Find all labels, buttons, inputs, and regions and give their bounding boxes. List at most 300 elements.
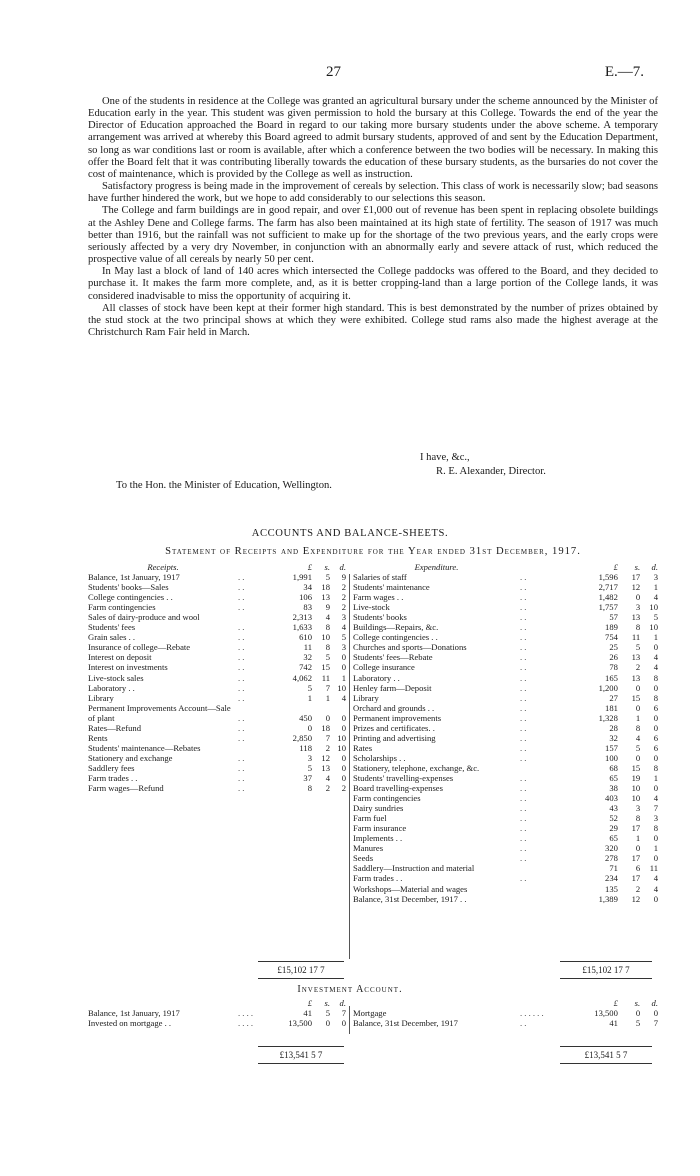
amount-pounds <box>276 703 312 713</box>
amount-shillings: 0 <box>325 712 330 723</box>
account-row <box>88 612 346 622</box>
amount-pence: 0 <box>653 783 658 794</box>
document-reference: E.—7. <box>604 64 644 80</box>
account-item: Interest on investments <box>88 662 168 673</box>
pence-heading: d. <box>651 562 658 572</box>
amount-shillings: 10 <box>631 783 641 794</box>
amount-pounds: 5 <box>307 762 312 773</box>
amount-shillings: 8 <box>635 722 641 733</box>
amount-shillings: 15 <box>321 662 330 673</box>
leader-dots: . . <box>519 612 527 623</box>
leader-dots: . . <box>238 732 245 743</box>
amount-shillings: 13 <box>321 592 330 603</box>
investment-title: Investment Account. <box>297 984 403 995</box>
account-row <box>353 803 658 813</box>
amount-shillings: 18 <box>321 722 330 733</box>
amount-shillings: 7 <box>325 732 330 743</box>
account-row <box>88 632 346 642</box>
column-header-row <box>353 562 658 572</box>
account-row <box>353 813 658 823</box>
leader-dots: . . <box>238 632 245 643</box>
account-item: Stationery and exchange <box>88 752 173 763</box>
account-row <box>353 1008 658 1018</box>
account-row <box>88 703 346 713</box>
amount-pounds: 1,200 <box>598 682 618 693</box>
investment-right-table <box>353 998 658 1028</box>
amount-pounds: 106 <box>299 592 312 603</box>
account-item: Farm trades . . <box>353 873 403 884</box>
amount-shillings: 0 <box>635 702 641 713</box>
amount-pence: 0 <box>341 712 346 723</box>
report-body <box>88 96 658 339</box>
leader-dots: . . <box>519 873 527 884</box>
column-header-row <box>88 998 346 1008</box>
account-row <box>353 1018 658 1028</box>
amount-pence: 2 <box>341 592 346 603</box>
amount-pounds: 118 <box>299 742 312 753</box>
receipts-total: £15,102 17 7 <box>258 961 344 979</box>
shillings-heading: s. <box>634 998 641 1008</box>
amount-shillings: 5 <box>325 1008 330 1019</box>
amount-pounds: 3 <box>307 752 312 763</box>
account-item: Churches and sports—Donations <box>353 642 467 653</box>
account-item: Laboratory . . <box>88 682 135 693</box>
amount-pence: 1 <box>341 672 346 683</box>
leader-dots: . . <box>238 772 245 783</box>
leader-dots: . . . . <box>238 1008 254 1019</box>
amount-pounds: 65 <box>609 833 618 844</box>
account-row <box>88 773 346 783</box>
amount-pounds: 754 <box>605 632 618 643</box>
amount-pence: 0 <box>653 712 658 723</box>
pence-heading: d. <box>339 562 346 572</box>
leader-dots: . . <box>519 582 527 593</box>
leader-dots: . . <box>519 602 527 613</box>
column-heading <box>88 998 238 1008</box>
amount-pence: 0 <box>653 893 658 904</box>
leader-dots: . . <box>519 692 527 703</box>
leader-dots: . . <box>519 752 527 763</box>
amount-pence: 3 <box>341 642 346 653</box>
pounds-heading: £ <box>613 998 618 1008</box>
amount-shillings: 0 <box>635 592 641 603</box>
leader-dots <box>520 894 565 904</box>
amount-shillings: 8 <box>635 813 641 824</box>
amount-pounds: 32 <box>609 732 618 743</box>
amount-shillings: 9 <box>325 602 330 613</box>
account-row <box>353 652 658 662</box>
account-item: Farm contingencies <box>353 793 421 804</box>
leader-dots: . . <box>519 853 527 864</box>
column-divider <box>349 1006 350 1034</box>
leader-dots: . . <box>519 772 527 783</box>
amount-pence: 2 <box>341 582 346 593</box>
account-row <box>353 632 658 642</box>
account-item: Farm wages . . <box>353 592 404 603</box>
amount-pence: 0 <box>341 762 346 773</box>
leader-dots: . . <box>238 592 245 603</box>
amount-shillings: 2 <box>635 662 641 673</box>
amount-pence: 5 <box>653 612 658 623</box>
amount-pounds: 1,757 <box>598 602 618 613</box>
leader-dots <box>238 743 276 753</box>
account-row <box>353 753 658 763</box>
amount-pounds: 1,482 <box>598 592 618 603</box>
amount-pence: 0 <box>341 722 346 733</box>
account-item: Students' maintenance <box>353 582 430 593</box>
leader-dots: . . <box>519 572 527 583</box>
amount-pence: 6 <box>653 732 658 743</box>
shillings-heading: s. <box>634 562 641 572</box>
amount-pounds: 403 <box>605 793 618 804</box>
account-row <box>88 582 346 592</box>
amount-shillings: 12 <box>321 752 330 763</box>
account-item: Invested on mortgage . . <box>88 1018 172 1029</box>
account-item: Buildings—Repairs, &c. <box>353 622 439 633</box>
amount-shillings: 12 <box>631 893 641 904</box>
amount-shillings: 1 <box>635 712 641 723</box>
amount-pounds: 135 <box>605 883 618 894</box>
account-item: Laboratory . . <box>353 672 400 683</box>
amount-pence: 0 <box>341 652 346 663</box>
account-item: Students' books <box>353 612 407 623</box>
amount-shillings: 7 <box>325 682 330 693</box>
paragraph: In May last a block of land of 140 acres which intersected the College paddocks was offered to the Board, and they decided to purchase it. It makes the farm more complete, and, as it is better cropping-land than a large portion of the College lands, it was considered inadvisable to miss the opportunity of acquiring it. <box>88 266 658 302</box>
amount-shillings: 2 <box>325 783 330 794</box>
amount-pounds: 1 <box>307 692 312 703</box>
leader-dots: . . <box>519 833 527 844</box>
amount-shillings: 12 <box>631 582 641 593</box>
amount-pounds: 83 <box>303 602 312 613</box>
account-item: Board travelling-expenses <box>353 783 443 794</box>
account-item: Live-stock sales <box>88 672 144 683</box>
amount-pounds: 181 <box>605 702 618 713</box>
amount-pence: 1 <box>653 582 658 593</box>
account-row <box>353 763 658 773</box>
account-row <box>353 773 658 783</box>
account-item: Balance, 31st December, 1917 . . <box>353 893 467 904</box>
account-row <box>88 1018 346 1028</box>
amount-pounds: 27 <box>609 692 618 703</box>
account-row <box>88 753 346 763</box>
account-item: Saddlery fees <box>88 762 135 773</box>
receipts-table <box>88 562 346 793</box>
account-item: Students' fees <box>88 622 136 633</box>
closing-salutation: I have, &c., <box>420 452 470 463</box>
amount-pence: 0 <box>653 642 658 653</box>
amount-pounds: 43 <box>609 803 618 814</box>
account-row <box>353 843 658 853</box>
account-row <box>88 572 346 582</box>
investment-left-table <box>88 998 346 1028</box>
statement-title: Statement of Receipts and Expenditure for the Year ended 31st December, 1917. <box>165 546 581 557</box>
leader-dots <box>520 884 565 894</box>
leader-dots: . . <box>519 793 527 804</box>
amount-shillings: 2 <box>635 883 641 894</box>
amount-pence: 0 <box>653 722 658 733</box>
amount-shillings: 4 <box>325 612 330 623</box>
account-row <box>88 622 346 632</box>
account-row <box>353 673 658 683</box>
account-row <box>353 863 658 873</box>
amount-shillings: 5 <box>635 742 641 753</box>
amount-pence: 6 <box>653 702 658 713</box>
account-row <box>353 723 658 733</box>
account-item: Students' maintenance—Rebates <box>88 742 201 753</box>
amount-pence: 2 <box>341 783 346 794</box>
amount-shillings: 2 <box>325 742 330 753</box>
leader-dots: . . <box>519 642 527 653</box>
account-row <box>88 713 346 723</box>
leader-dots: . . <box>519 722 527 733</box>
amount-pence: 0 <box>341 1018 346 1029</box>
column-divider <box>349 574 350 959</box>
leader-dots: . . <box>519 843 527 854</box>
leader-dots <box>520 863 565 873</box>
leader-dots <box>238 612 276 622</box>
column-header-row <box>88 562 346 572</box>
amount-shillings: 17 <box>631 572 641 583</box>
investment-left-total: £13,541 5 7 <box>258 1046 344 1064</box>
account-item: Printing and advertising <box>353 732 436 743</box>
amount-shillings: 1 <box>635 833 641 844</box>
account-row <box>353 592 658 602</box>
amount-pence: 6 <box>653 742 658 753</box>
amount-shillings: 1 <box>325 692 330 703</box>
account-item: Orchard and grounds . . <box>353 702 435 713</box>
leader-dots: . . <box>238 752 245 763</box>
spacer-cell <box>238 998 276 1008</box>
account-item: Balance, 1st January, 1917 <box>88 1008 180 1019</box>
leader-dots: . . <box>519 592 527 603</box>
leader-dots: . . <box>519 1018 527 1029</box>
leader-dots: . . . . <box>238 1018 254 1029</box>
amount-pounds: 41 <box>609 1018 618 1029</box>
leader-dots: . . <box>238 652 245 663</box>
account-row <box>353 582 658 592</box>
amount-pence: 0 <box>341 752 346 763</box>
pounds-heading: £ <box>307 998 312 1008</box>
leader-dots: . . <box>238 762 245 773</box>
amount-pence: 2 <box>341 602 346 613</box>
amount-shillings <box>312 703 330 713</box>
account-row <box>353 572 658 582</box>
account-item: Interest on deposit <box>88 652 152 663</box>
column-header-row <box>353 998 658 1008</box>
amount-shillings: 11 <box>321 672 330 683</box>
amount-pounds: 2,313 <box>292 612 312 623</box>
amount-shillings: 6 <box>635 863 641 874</box>
account-row <box>88 743 346 753</box>
amount-shillings: 5 <box>325 652 330 663</box>
account-row <box>88 733 346 743</box>
amount-pence: 3 <box>653 813 658 824</box>
paragraph: Satisfactory progress is being made in the improvement of cereals by selection. This class of work is necessarily slow; bad seasons have further hindered the work, but we hope to add considerably to our selections this season. <box>88 181 658 205</box>
spacer-cell <box>520 998 565 1008</box>
amount-pounds: 37 <box>303 772 312 783</box>
amount-pence: 4 <box>341 692 346 703</box>
account-item: Mortgage <box>353 1008 387 1019</box>
amount-shillings: 0 <box>635 1008 641 1019</box>
pence-heading: d. <box>651 998 658 1008</box>
account-row <box>88 592 346 602</box>
account-row <box>88 693 346 703</box>
account-item: Balance, 1st January, 1917 <box>88 572 180 583</box>
amount-pence: 10 <box>337 682 346 693</box>
leader-dots: . . <box>238 722 245 733</box>
amount-pence: 1 <box>653 772 658 783</box>
account-row <box>353 823 658 833</box>
amount-pence: 1 <box>653 843 658 854</box>
account-item: Implements . . <box>353 833 403 844</box>
amount-pounds: 610 <box>299 632 312 643</box>
amount-shillings: 8 <box>325 642 330 653</box>
account-item: Farm insurance <box>353 823 407 834</box>
amount-pounds: 0 <box>307 722 312 733</box>
amount-pounds: 38 <box>609 783 618 794</box>
account-row <box>353 713 658 723</box>
amount-pence: 4 <box>653 652 658 663</box>
account-row <box>88 783 346 793</box>
account-row <box>88 1008 346 1018</box>
amount-shillings: 3 <box>635 803 641 814</box>
amount-pence: 0 <box>653 833 658 844</box>
amount-pence: 11 <box>649 863 658 874</box>
amount-pence: 8 <box>653 762 658 773</box>
account-row <box>88 723 346 733</box>
amount-shillings: 13 <box>631 672 641 683</box>
account-row <box>353 853 658 863</box>
amount-pounds: 5 <box>307 682 312 693</box>
expenditure-total: £15,102 17 7 <box>560 961 652 979</box>
account-item: Students' travelling-expenses <box>353 772 454 783</box>
account-item: Insurance of college—Rebate <box>88 642 191 653</box>
amount-shillings: 0 <box>325 1018 330 1029</box>
leader-dots: . . <box>519 672 527 683</box>
amount-shillings: 13 <box>631 652 641 663</box>
amount-pounds: 8 <box>307 783 312 794</box>
account-row <box>88 652 346 662</box>
amount-pounds: 26 <box>609 652 618 663</box>
amount-pence: 4 <box>341 622 346 633</box>
amount-shillings: 11 <box>631 632 641 643</box>
shillings-heading: s. <box>324 998 330 1008</box>
account-row <box>88 673 346 683</box>
account-item: Farm contingencies <box>88 602 156 613</box>
leader-dots <box>520 763 565 773</box>
amount-pence: 3 <box>653 572 658 583</box>
amount-pounds: 1,633 <box>292 622 312 633</box>
amount-pounds: 57 <box>609 612 618 623</box>
amount-shillings: 4 <box>325 772 330 783</box>
leader-dots: . . <box>519 652 527 663</box>
leader-dots: . . <box>519 662 527 673</box>
amount-pence: 0 <box>653 853 658 864</box>
account-item: Sales of dairy-produce and wool <box>88 612 200 623</box>
account-item: Permanent improvements <box>353 712 442 723</box>
amount-shillings: 8 <box>325 622 330 633</box>
leader-dots: . . <box>238 582 245 593</box>
amount-pence: 10 <box>649 602 658 613</box>
expenditure-table <box>353 562 658 904</box>
account-item: Rents <box>88 732 108 743</box>
amount-shillings: 0 <box>635 752 641 763</box>
page-header <box>0 64 700 84</box>
amount-pounds: 25 <box>609 642 618 653</box>
leader-dots: . . <box>519 803 527 814</box>
amount-shillings: 17 <box>631 823 641 834</box>
account-item: Students' fees—Rebate <box>353 652 433 663</box>
amount-shillings: 5 <box>635 642 641 653</box>
leader-dots: . . <box>519 712 527 723</box>
amount-pounds: 71 <box>609 863 618 874</box>
amount-pounds: 1,991 <box>292 572 312 583</box>
account-item: Henley farm—Deposit <box>353 682 432 693</box>
pounds-heading: £ <box>307 562 312 572</box>
account-item: College contingencies . . <box>353 632 438 643</box>
amount-pence: 0 <box>341 662 346 673</box>
account-item: Scholarships . . <box>353 752 406 763</box>
amount-shillings: 5 <box>635 1018 641 1029</box>
spacer-cell <box>238 562 276 572</box>
account-row <box>353 783 658 793</box>
amount-pence <box>330 703 346 713</box>
paragraph: One of the students in residence at the College was granted an agricultural bursary under the scheme announced by the Minister of Education early in the year. This student was given permission to hold the bursary at this College. Towards the end of the year the Director of Education approached the Board in regard to our taking more bursary students under the above scheme. A temporary arrangement was arrived at whereby this Board agreed to admit bursary students, approved of and sent by the Education Department, so long as war conditions last or room is available, after which a conference between the two bodies will be necessary. In making this offer the Board felt that it was contributing liberally towards the education of these bursary students, as the bursaries do not cover the cost of maintenance, which is provided by the College as well as instruction. <box>88 96 658 180</box>
amount-pounds: 41 <box>303 1008 312 1019</box>
amount-pounds: 1,389 <box>598 893 618 904</box>
amount-pounds: 2,850 <box>292 732 312 743</box>
amount-pounds: 320 <box>605 843 618 854</box>
account-row <box>353 884 658 894</box>
amount-pence: 10 <box>337 742 346 753</box>
account-row <box>353 743 658 753</box>
amount-pounds: 157 <box>605 742 618 753</box>
amount-pence: 4 <box>653 883 658 894</box>
leader-dots: . . <box>238 682 245 693</box>
leader-dots: . . <box>519 702 527 713</box>
account-row <box>353 683 658 693</box>
amount-shillings: 3 <box>635 602 641 613</box>
page-number: 27 <box>326 64 341 80</box>
amount-pounds: 65 <box>609 772 618 783</box>
account-row <box>353 622 658 632</box>
leader-dots: . . <box>238 783 245 794</box>
amount-pounds: 165 <box>605 672 618 683</box>
leader-dots: . . <box>519 783 527 794</box>
leader-dots: . . <box>519 622 527 633</box>
account-row <box>353 894 658 904</box>
amount-shillings: 17 <box>631 873 641 884</box>
amount-pence: 0 <box>653 752 658 763</box>
leader-dots <box>238 703 276 713</box>
account-row <box>88 662 346 672</box>
account-row <box>353 833 658 843</box>
account-item: Salaries of staff <box>353 572 407 583</box>
paragraph: All classes of stock have been kept at their former high standard. This is best demonstrated by the number of prizes obtained by the stud stock at the two principal shows at which they were exhibited. College stud rams also made the highest average at the Christchurch Ram Fair held in March. <box>88 302 658 338</box>
pence-heading: d. <box>339 998 346 1008</box>
amount-pence: 0 <box>653 1008 658 1019</box>
amount-shillings: 0 <box>635 682 641 693</box>
amount-pounds: 34 <box>303 582 312 593</box>
column-heading: Receipts. <box>147 562 179 572</box>
signature: R. E. Alexander, Director. <box>436 466 546 477</box>
account-row <box>88 683 346 693</box>
column-heading <box>353 998 520 1008</box>
account-item: Grain sales . . <box>88 632 136 643</box>
account-row <box>353 693 658 703</box>
leader-dots: . . <box>238 572 245 583</box>
account-row <box>353 642 658 652</box>
